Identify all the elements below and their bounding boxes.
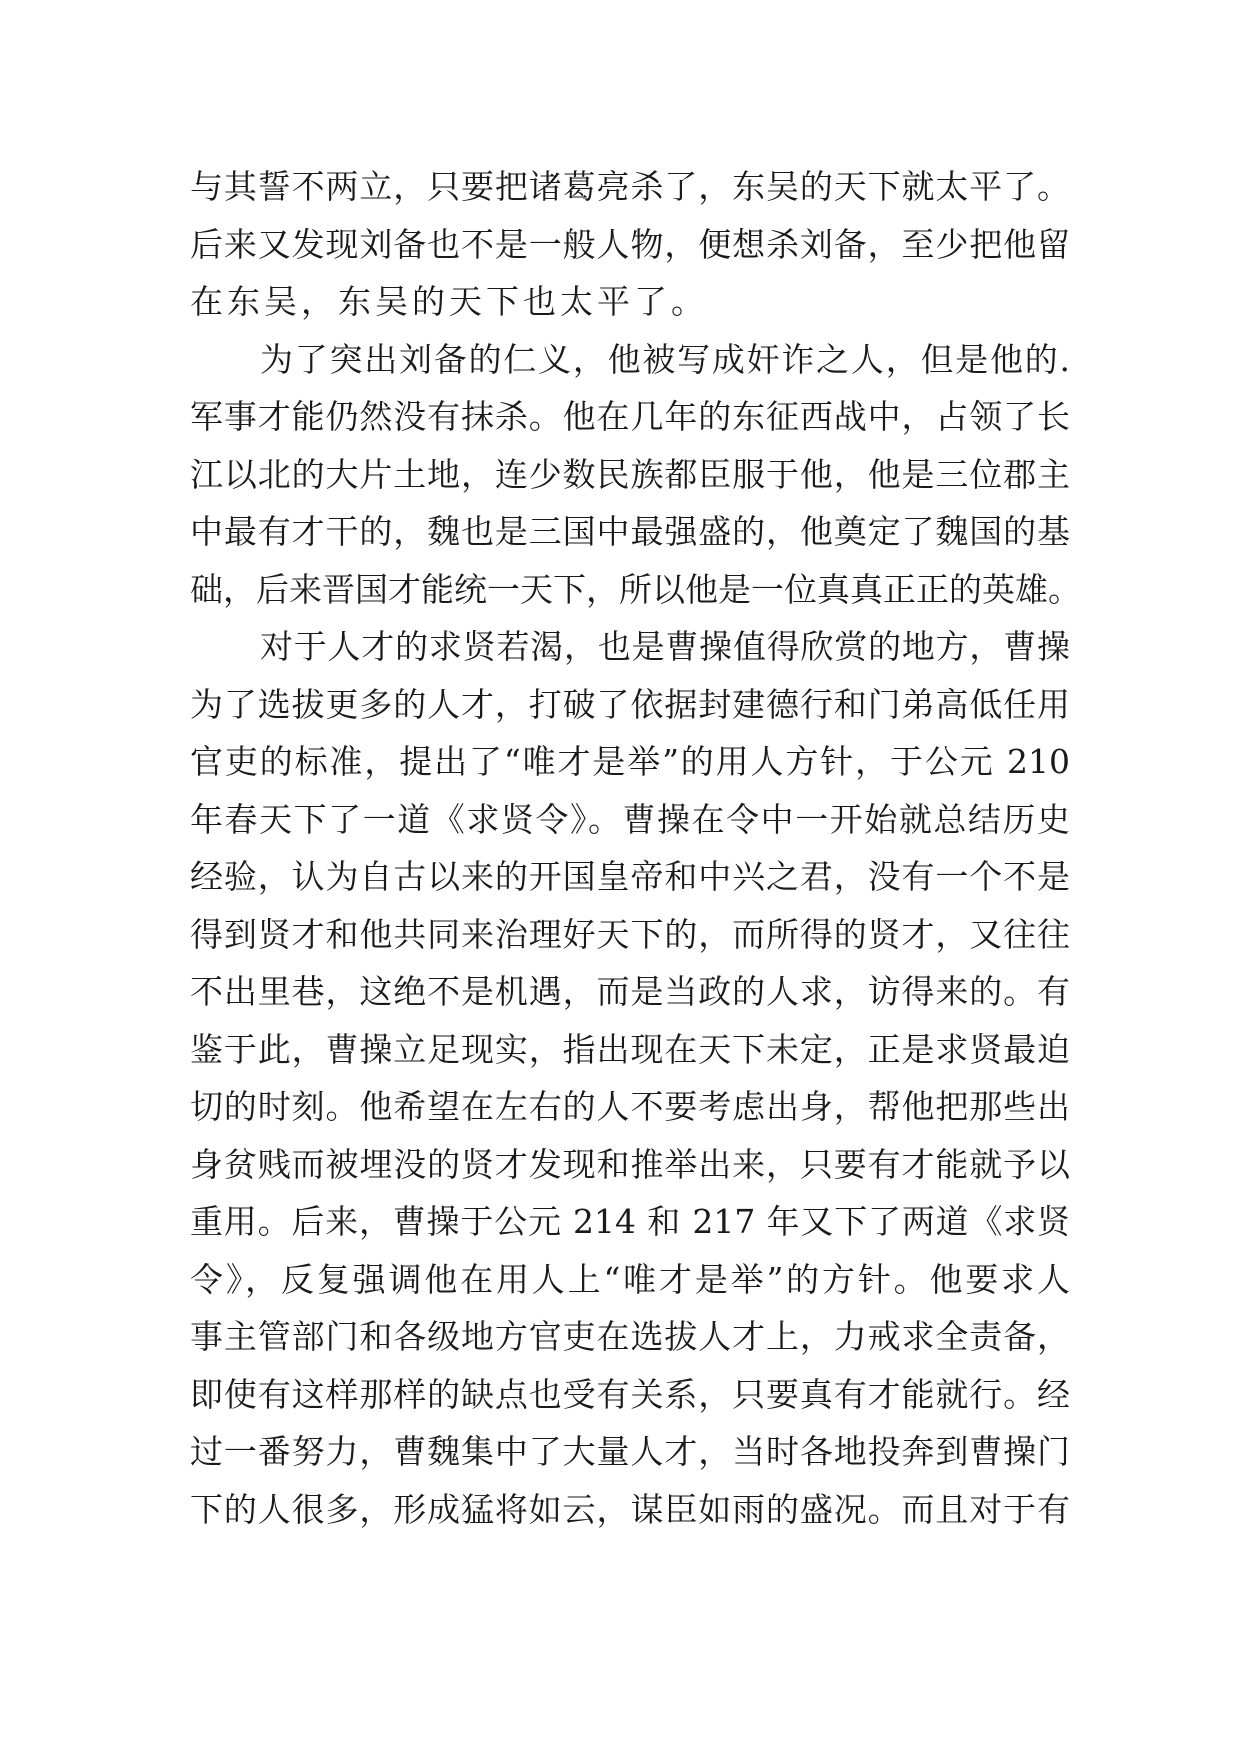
text-line: 重用。后来，曹操于公元 214 和 217 年又下了两道《求贤: [190, 1202, 1070, 1241]
text-line: 后来又发现刘备也不是一般人物，便想杀刘备，至少把他留: [190, 224, 1070, 264]
text-line: 为了选拔更多的人才，打破了依据封建德行和门弟高低任用: [190, 684, 1070, 724]
text-line: 在东吴，东吴的天下也太平了。: [190, 282, 708, 321]
text-line: 事主管部门和各级地方官吏在选拔人才上，力戒求全责备，: [190, 1317, 1070, 1356]
text-line: 年春天下了一道《求贤令》。曹操在令中一开始就总结历史: [190, 799, 1070, 839]
text-line: 军事才能仍然没有抹杀。他在几年的东征西战中，占领了长: [190, 397, 1070, 436]
text-line: 下的人很多，形成猛将如云，谋臣如雨的盛况。而且对于有: [190, 1489, 1070, 1529]
text-line: 切的时刻。他希望在左右的人不要考虑出身，帮他把那些出: [190, 1087, 1070, 1126]
text-line: 即使有这样那样的缺点也受有关系，只要真有才能就行。经: [190, 1374, 1070, 1414]
text-line: 中最有才干的，魏也是三国中最强盛的，他奠定了魏国的基: [190, 512, 1070, 551]
text-line: 过一番努力，曹魏集中了大量人才，当时各地投奔到曹操门: [190, 1432, 1070, 1471]
text-line: 对于人才的求贤若渴，也是曹操值得欣赏的地方，曹操: [260, 627, 1070, 666]
text-line: 为了突出刘备的仁义，他被写成奸诈之人，但是他的.: [260, 339, 1070, 379]
text-line: 江以北的大片土地，连少数民族都臣服于他，他是三位郡主: [190, 454, 1070, 494]
body-text: [190, 158, 1081, 1538]
text-line: 不出里巷，这绝不是机遇，而是当政的人求，访得来的。有: [190, 972, 1070, 1011]
text-line: 得到贤才和他共同来治理好天下的，而所得的贤才，又往往: [190, 914, 1070, 954]
text-line: 官吏的标准，提出了“唯才是举”的用人方针，于公元 210: [190, 742, 1070, 781]
text-line: 身贫贱而被埋没的贤才发现和推举出来，只要有才能就予以: [190, 1144, 1070, 1184]
text-line: 令》，反复强调他在用人上“唯才是举”的方针。他要求人: [190, 1259, 1070, 1299]
text-line: 与其誓不两立，只要把诸葛亮杀了，东吴的天下就太平了。: [190, 167, 1070, 206]
text-line: 经验，认为自古以来的开国皇帝和中兴之君，没有一个不是: [190, 857, 1070, 896]
text-line: 鉴于此，曹操立足现实，指出现在天下未定，正是求贤最迫: [190, 1029, 1070, 1069]
text-line: 础，后来晋国才能统一天下，所以他是一位真真正正的英雄。: [190, 569, 1081, 609]
